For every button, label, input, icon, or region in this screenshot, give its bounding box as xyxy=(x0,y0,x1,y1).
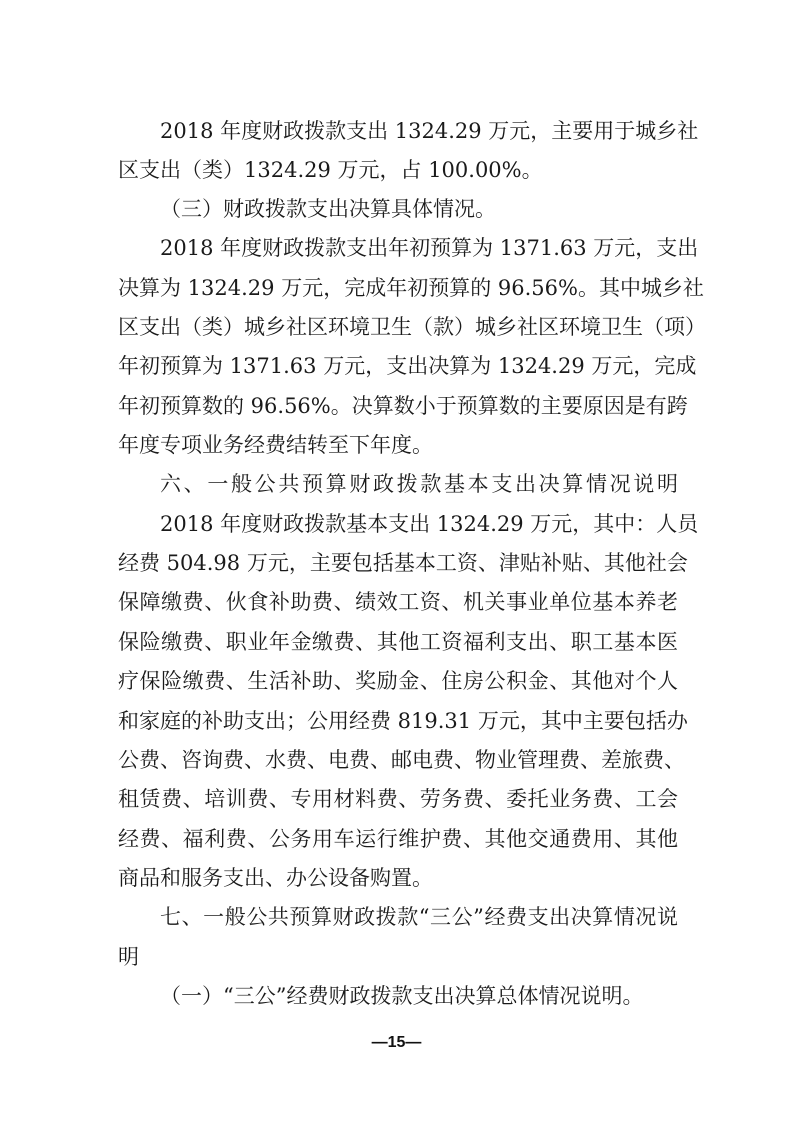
text-line: 区支出（类）城乡社区环境卫生（款）城乡社区环境卫生（项） xyxy=(118,315,706,339)
text-line: 决算为 1324.29 万元，完成年初预算的 96.56%。其中城乡社 xyxy=(118,276,704,300)
text-line: 租赁费、培训费、专用材料费、劳务费、委托业务费、工会 xyxy=(118,787,678,811)
text-line: 2018 年度财政拨款基本支出 1324.29 万元，其中：人员 xyxy=(160,512,699,536)
text-line: 2018 年度财政拨款支出 1324.29 万元，主要用于城乡社 xyxy=(160,119,699,143)
section-heading: 七、一般公共预算财政拨款“三公”经费支出决算情况说 xyxy=(160,905,678,929)
text-line: （三）财政拨款支出决算具体情况。 xyxy=(160,197,496,221)
text-line: 区支出（类）1324.29 万元，占 100.00%。 xyxy=(118,158,543,182)
text-line: 保障缴费、伙食补助费、绩效工资、机关事业单位基本养老 xyxy=(118,590,678,614)
text-line: 和家庭的补助支出；公用经费 819.31 万元，其中主要包括办 xyxy=(118,709,688,733)
text-line: 经费、福利费、公务用车运行维护费、其他交通费用、其他 xyxy=(118,827,678,851)
text-line: 经费 504.98 万元，主要包括基本工资、津贴补贴、其他社会 xyxy=(118,551,688,575)
text-line: 2018 年度财政拨款支出年初预算为 1371.63 万元，支出 xyxy=(160,236,699,260)
text-line: 公费、咨询费、水费、电费、邮电费、物业管理费、差旅费、 xyxy=(118,748,685,772)
text-line: 商品和服务支出、办公设备购置。 xyxy=(118,866,433,890)
subsection-heading: （一）“三公”经费财政拨款支出决算总体情况说明。 xyxy=(160,984,644,1008)
text-line: 年初预算数的 96.56%。决算数小于预算数的主要原因是有跨 xyxy=(118,394,688,418)
text-line: 年初预算为 1371.63 万元，支出决算为 1324.29 万元，完成 xyxy=(118,354,697,378)
section-heading: 六、一般公共预算财政拨款基本支出决算情况说明 xyxy=(160,472,678,496)
text-line: 年度专项业务经费结转至下年度。 xyxy=(118,433,433,457)
text-line: 保险缴费、职业年金缴费、其他工资福利支出、职工基本医 xyxy=(118,630,678,654)
page-number: —15— xyxy=(371,1034,422,1051)
section-heading-continued: 明 xyxy=(118,945,139,969)
text-line: 疗保险缴费、生活补助、奖励金、住房公积金、其他对个人 xyxy=(118,669,678,693)
